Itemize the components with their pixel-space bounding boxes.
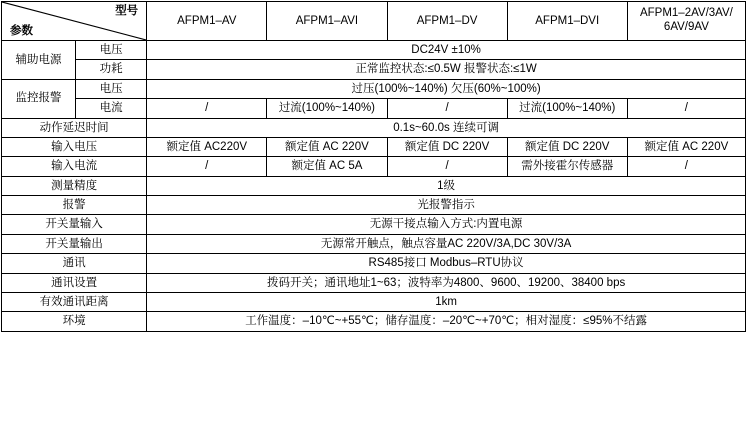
row-value-comm-settings: 拨码开关；通讯地址1~63；波特率为4800、9600、19200、38400 bps [147, 273, 746, 292]
cell-monitor-current-4: 过流(100%~140%) [507, 99, 627, 118]
row-value-action-delay: 0.1s~60.0s 连续可调 [147, 118, 746, 137]
column-header-1: AFPM1–AV [147, 2, 267, 41]
row-value-digital-output: 无源常开触点，触点容量AC 220V/3A,DC 30V/3A [147, 234, 746, 253]
column-header-5 [627, 2, 745, 41]
row-label-communication: 通讯 [2, 254, 147, 273]
specification-table [1, 1, 746, 332]
table-row [2, 157, 746, 176]
header-model-label: 型号 [115, 5, 139, 17]
cell-input-voltage-4: 额定值 DC 220V [507, 137, 627, 156]
table-row [2, 99, 746, 118]
table-row [2, 234, 746, 253]
column-header-5-line2: 6AV/9AV [663, 21, 709, 33]
cell-input-current-5: / [627, 157, 745, 176]
cell-input-voltage-3: 额定值 DC 220V [387, 137, 507, 156]
table-header-row [2, 2, 746, 41]
table-row [2, 118, 746, 137]
cell-monitor-current-2: 过流(100%~140%) [267, 99, 387, 118]
row-label-digital-input: 开关量输入 [2, 215, 147, 234]
cell-monitor-current-3: / [387, 99, 507, 118]
table-row [2, 292, 746, 311]
cell-input-voltage-1: 额定值 AC220V [147, 137, 267, 156]
row-label-input-voltage: 输入电压 [2, 137, 147, 156]
column-header-2: AFPM1–AVI [267, 2, 387, 41]
table-row [2, 273, 746, 292]
row-value-environment: 工作温度：–10℃~+55℃；储存温度：–20℃~+70℃；相对湿度：≤95%不结露 [147, 312, 746, 331]
row-label-accuracy: 测量精度 [2, 176, 147, 195]
row-value-aux-voltage: DC24V ±10% [147, 41, 746, 60]
row-label-action-delay: 动作延迟时间 [2, 118, 147, 137]
cell-input-current-1: / [147, 157, 267, 176]
row-group-aux-power: 辅助电源 [2, 41, 76, 80]
row-value-digital-input: 无源干接点输入方式:内置电源 [147, 215, 746, 234]
row-sub-power-consumption: 功耗 [76, 60, 147, 79]
column-header-5-line1: AFPM1–2AV/3AV/ [639, 7, 733, 20]
cell-input-current-2: 额定值 AC 5A [267, 157, 387, 176]
row-value-alarm: 光报警指示 [147, 196, 746, 215]
column-header-4: AFPM1–DVI [507, 2, 627, 41]
row-value-comm-distance: 1km [147, 292, 746, 311]
table-row [2, 60, 746, 79]
table-row [2, 196, 746, 215]
table-row [2, 312, 746, 331]
row-sub-monitor-voltage: 电压 [76, 79, 147, 98]
cell-input-voltage-2: 额定值 AC 220V [267, 137, 387, 156]
table-row [2, 79, 746, 98]
table-row [2, 41, 746, 60]
column-header-3: AFPM1–DV [387, 2, 507, 41]
row-sub-monitor-current: 电流 [76, 99, 147, 118]
row-value-power-consumption: 正常监控状态:≤0.5W 报警状态:≤1W [147, 60, 746, 79]
cell-input-current-3: / [387, 157, 507, 176]
row-label-digital-output: 开关量输出 [2, 234, 147, 253]
row-label-alarm: 报警 [2, 196, 147, 215]
cell-monitor-current-1: / [147, 99, 267, 118]
header-param-label: 参数 [10, 24, 33, 37]
table-row [2, 137, 746, 156]
table-row [2, 176, 746, 195]
row-value-accuracy: 1级 [147, 176, 746, 195]
row-group-monitor-alarm: 监控报警 [2, 79, 76, 118]
cell-monitor-current-5: / [627, 99, 745, 118]
table-row [2, 215, 746, 234]
header-corner-cell [2, 2, 147, 41]
row-sub-voltage: 电压 [76, 41, 147, 60]
row-value-communication: RS485接口 Modbus–RTU协议 [147, 254, 746, 273]
row-value-monitor-voltage: 过压(100%~140%) 欠压(60%~100%) [147, 79, 746, 98]
row-label-comm-distance: 有效通讯距离 [2, 292, 147, 311]
cell-input-voltage-5: 额定值 AC 220V [627, 137, 745, 156]
table-row [2, 254, 746, 273]
row-label-input-current: 输入电流 [2, 157, 147, 176]
cell-input-current-4: 需外接霍尔传感器 [507, 157, 627, 176]
row-label-environment: 环境 [2, 312, 147, 331]
row-label-comm-settings: 通讯设置 [2, 273, 147, 292]
